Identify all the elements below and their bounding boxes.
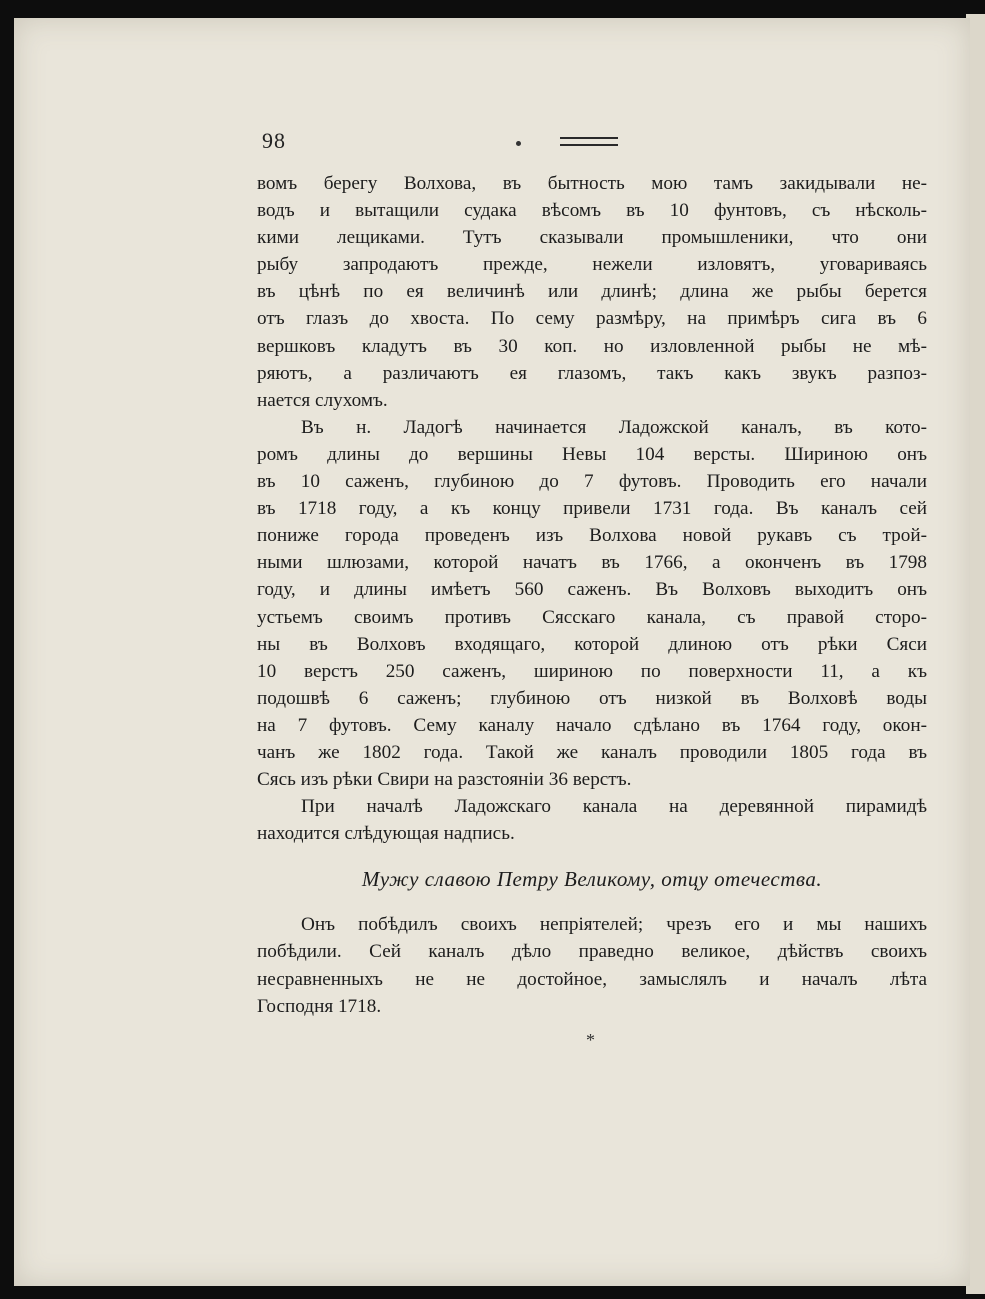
- header-dot-ornament: [516, 141, 521, 146]
- text-line: кими лещиками. Тутъ сказывали промышленики, что они: [257, 227, 927, 249]
- text-line: Онъ побѣдилъ своихъ непріятелей; чрезъ его и мы нашихъ: [301, 914, 927, 936]
- text-line: ряютъ, а различаютъ ея глазомъ, такъ какъ звукъ разпоз-: [257, 362, 927, 384]
- page-header: [262, 128, 932, 158]
- text-line: 10 верстъ 250 саженъ, шириною по поверхности 11, а къ: [257, 660, 927, 682]
- text-line: При началѣ Ладожскаго канала на деревянной пирамидѣ: [301, 796, 927, 818]
- text-line: въ 10 саженъ, глубиною до 7 футовъ. Проводить его начали: [257, 471, 927, 493]
- text-line: вомъ берегу Волхова, въ бытность мою тамъ закидывали не-: [257, 173, 927, 194]
- text-line: несравненныхъ не не достойное, замыслялъ и началъ лѣта: [257, 968, 927, 990]
- text-line: рыбу запродаютъ прежде, нежели изловятъ, уговариваясь: [257, 254, 927, 276]
- paragraph-1: [257, 170, 927, 414]
- text-line: въ цѣнѣ по ея величинѣ или длинѣ; длина же рыбы берется: [257, 281, 927, 303]
- paragraph-2: [257, 414, 927, 793]
- text-line: году, и длины имѣетъ 560 саженъ. Въ Волховъ выходитъ онъ: [257, 579, 927, 601]
- text-line: Сясь изъ рѣки Свири на разстояніи 36 верстъ.: [257, 769, 632, 791]
- text-line: отъ глазъ до хвоста. По сему размѣру, на примѣръ сига въ 6: [257, 308, 927, 330]
- page-number: 98: [262, 128, 286, 153]
- text-line: пониже города проведенъ изъ Волхова новой рукавъ съ трой-: [257, 525, 927, 547]
- dedication-heading: Мужу славою Петру Великому, отцу отечества.: [361, 867, 823, 892]
- asterisk-ornament: *: [586, 1030, 595, 1050]
- text-line: подошвѣ 6 саженъ; глубиною отъ низкой въ Волховѣ воды: [257, 687, 927, 709]
- text-line: ными шлюзами, которой начатъ въ 1766, а оконченъ въ 1798: [257, 552, 927, 574]
- header-double-rule-ornament: [560, 137, 618, 146]
- text-line: въ 1718 году, а къ концу привели 1731 года. Въ каналъ сей: [257, 498, 927, 520]
- body-text: [257, 170, 927, 1020]
- inscription-paragraph: [257, 911, 927, 1019]
- text-line: Господня 1718.: [257, 995, 382, 1017]
- text-line: ромъ длины до вершины Невы 104 версты. Шириною онъ: [257, 443, 927, 465]
- text-line: побѣдили. Сей каналъ дѣло праведно великое, дѣйствъ своихъ: [257, 941, 927, 963]
- text-line: на 7 футовъ. Сему каналу начало сдѣлано въ 1764 году, окон-: [257, 714, 927, 736]
- text-line: находится слѣдующая надпись.: [257, 823, 515, 845]
- text-line: Въ н. Ладогѣ начинается Ладожской каналъ, въ кото-: [301, 416, 927, 438]
- text-line: устьемъ своимъ противъ Сясскаго канала, съ правой сторо-: [257, 606, 927, 628]
- text-line: вершковъ кладутъ въ 30 коп. но изловленной рыбы не мѣ-: [257, 335, 927, 357]
- text-line: чанъ же 1802 года. Такой же каналъ проводили 1805 года въ: [257, 741, 927, 763]
- text-line: нается слухомъ.: [257, 389, 388, 411]
- text-line: ны въ Волховъ входящаго, которой длиною отъ рѣки Сяси: [257, 633, 927, 655]
- text-line: водъ и вытащили судака вѣсомъ въ 10 фунтовъ, съ нѣсколь-: [257, 200, 927, 222]
- paragraph-3: [257, 793, 927, 847]
